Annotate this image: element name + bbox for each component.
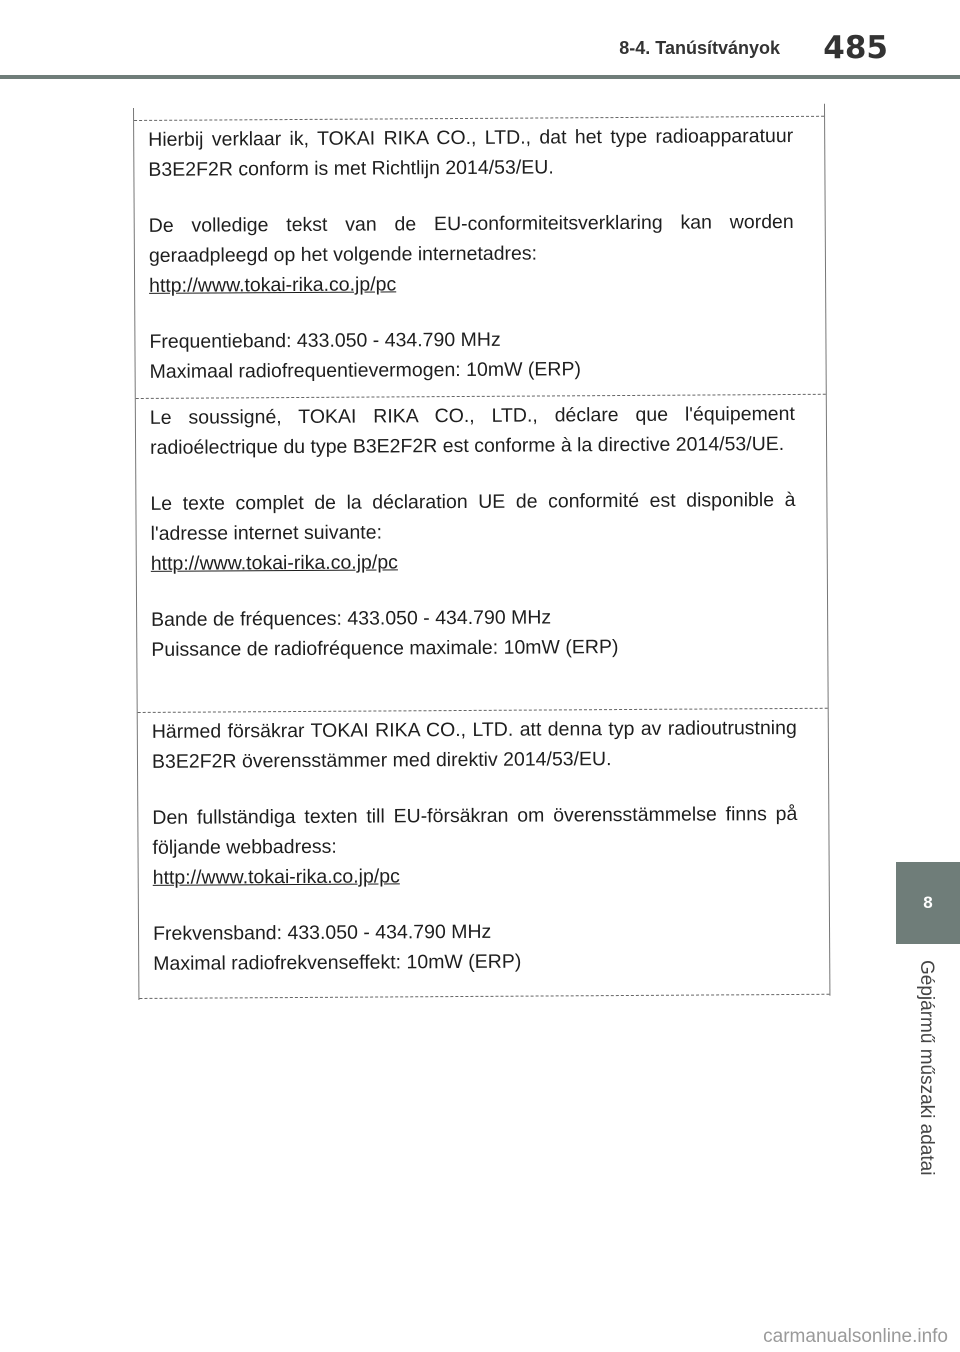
page-header	[0, 0, 960, 80]
declaration-sv-specs	[153, 915, 798, 979]
declaration-sv-text-intro	[152, 799, 798, 893]
divider-fr-sv	[138, 708, 828, 713]
chapter-label: Gépjármű műszaki adatai	[916, 960, 937, 1176]
declaration-fr-statement: Le soussigné, TOKAI RIKA CO., LTD., déclare que l'équipement radioélectrique du type B3E2F2R est conforme à la directive 2014/53/UE.	[149, 402, 795, 459]
page-number: 485	[823, 30, 888, 66]
chapter-tab[interactable]	[896, 862, 960, 944]
declaration-sv-url[interactable]: http://www.tokai-rika.co.jp/pc	[152, 865, 400, 889]
chapter-tab-number: 8	[923, 893, 933, 912]
divider-nl-fr	[136, 394, 826, 399]
declaration-nl-specs	[149, 323, 794, 387]
declaration-nl-power: Maximaal radiofrequentievermogen: 10mW (ERP)	[149, 358, 582, 383]
declaration-nl-text-intro	[149, 207, 795, 301]
header-rule	[0, 75, 960, 79]
declaration-sv	[152, 713, 799, 979]
declaration-nl-intro: De volledige tekst van de EU-conformiteitsverklaring kan worden geraadpleegd op het volgende internetadres:	[148, 210, 794, 267]
declaration-sv-intro: Den fullständiga texten till EU-försäkran om överensstämmelse finns på följande webbadress:	[152, 802, 798, 859]
declaration-sv-power: Maximal radiofrekvenseffekt: 10mW (ERP)	[153, 950, 522, 975]
declaration-nl-band: Frequentieband: 433.050 - 434.790 MHz	[149, 328, 501, 353]
declaration-nl-url[interactable]: http://www.tokai-rika.co.jp/pc	[149, 273, 397, 297]
declaration-fr-text-intro	[150, 485, 796, 579]
section-title: 8-4. Tanúsítványok	[619, 38, 780, 58]
declaration-fr	[150, 399, 797, 665]
declaration-sv-statement: Härmed försäkrar TOKAI RIKA CO., LTD. att denna typ av radioutrustning B3E2F2R överensstämmer med direktiv 2014/53/EU.	[151, 716, 797, 773]
declaration-nl	[148, 121, 795, 387]
watermark-text: carmanualsonline.info	[763, 1326, 948, 1347]
declaration-nl-statement: Hierbij verklaar ik, TOKAI RIKA CO., LTD., dat het type radioapparatuur B3E2F2R conform is met Richtlijn 2014/53/EU.	[148, 124, 794, 181]
declaration-fr-power: Puissance de radiofréquence maximale: 10mW (ERP)	[151, 636, 619, 661]
declaration-document	[133, 104, 830, 1000]
declaration-sv-band: Frekvensband: 433.050 - 434.790 MHz	[152, 920, 492, 945]
divider-bottom	[139, 994, 829, 999]
declaration-fr-specs	[151, 601, 796, 665]
declaration-fr-intro: Le texte complet de la déclaration UE de conformité est disponible à l'adresse internet suivante:	[150, 488, 796, 545]
declaration-fr-band: Bande de fréquences: 433.050 - 434.790 MHz	[151, 606, 552, 631]
divider-top	[134, 116, 824, 121]
declaration-fr-url[interactable]: http://www.tokai-rika.co.jp/pc	[150, 551, 398, 575]
